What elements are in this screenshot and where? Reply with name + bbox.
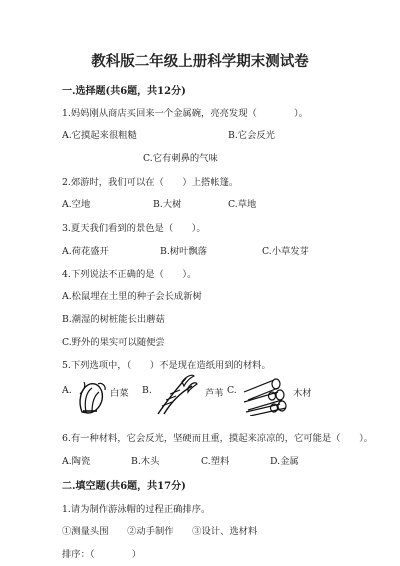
question-4-stem: 4.下列说法不正确的是（ ）。 — [62, 269, 197, 280]
question-5-stem: 5.下列选项中，（ ）不是现在造纸用到的材料。 — [62, 360, 271, 371]
fill-question-1-answer: 排序：（ ） — [62, 549, 142, 560]
page-title: 教科版二年级上册科学期末测试卷 — [91, 53, 309, 70]
section-heading-choice: 一.选择题(共6题，共12分) — [62, 86, 186, 97]
fill-question-1-steps: ①测量头围 ②动手制作 ③设计、选材料 — [62, 526, 258, 537]
question-6-option-b: B.木头 — [131, 456, 160, 467]
question-2-option-a: A.空地 — [62, 199, 91, 210]
question-3-option-b: B.树叶飘落 — [160, 246, 207, 257]
wood-logs-picture — [238, 372, 288, 416]
question-2-stem: 2.郊游时，我们可以在（ ）上搭帐篷。 — [62, 177, 239, 188]
question-6-stem: 6.有一种材料，它会反光，坚硬而且重，摸起来凉凉的，它可能是（ ）。 — [62, 433, 374, 444]
cabbage-picture — [72, 378, 110, 416]
question-1-stem: 1.妈妈刚从商店买回来一个金属碗，亮亮发现（ ）。 — [62, 108, 308, 119]
question-1-option-a: A.它摸起来很粗糙 — [62, 130, 137, 141]
question-2-option-c: C.草地 — [228, 199, 257, 210]
fill-question-1-stem: 1.请为制作游泳帽的过程正确排序。 — [62, 504, 211, 515]
section-heading-fill: 二.填空题(共6题，共17分) — [62, 481, 186, 492]
question-3-option-a: A.荷花盛开 — [62, 246, 109, 257]
question-2-option-b: B.大树 — [153, 199, 182, 210]
question-5-option-c-letter: C. — [227, 385, 237, 396]
question-1-option-b: B.它会反光 — [228, 130, 275, 141]
question-6-option-d: D.金属 — [270, 456, 299, 467]
question-1-option-c: C.它有刺鼻的气味 — [143, 153, 218, 164]
question-5-option-c-label: 木材 — [293, 388, 312, 399]
question-5-option-b-label: 芦苇 — [205, 388, 224, 399]
question-3-stem: 3.夏天我们看到的景色是（ ）。 — [62, 223, 206, 234]
question-4-option-b: B.潮湿的树桩能长出蘑菇 — [62, 314, 165, 325]
question-4-option-c: C.野外的果实可以随便尝 — [62, 337, 165, 348]
question-6-option-a: A.陶瓷 — [62, 456, 91, 467]
reed-picture — [152, 372, 198, 418]
question-3-option-c: C.小草发芽 — [262, 246, 309, 257]
question-4-option-a: A.松鼠埋在土里的种子会长成新树 — [62, 291, 202, 302]
question-5-option-a-letter: A. — [62, 385, 72, 396]
question-6-option-c: C.塑料 — [201, 456, 230, 467]
question-5-option-b-letter: B. — [142, 385, 152, 396]
question-5-option-a-label: 白菜 — [110, 388, 129, 399]
